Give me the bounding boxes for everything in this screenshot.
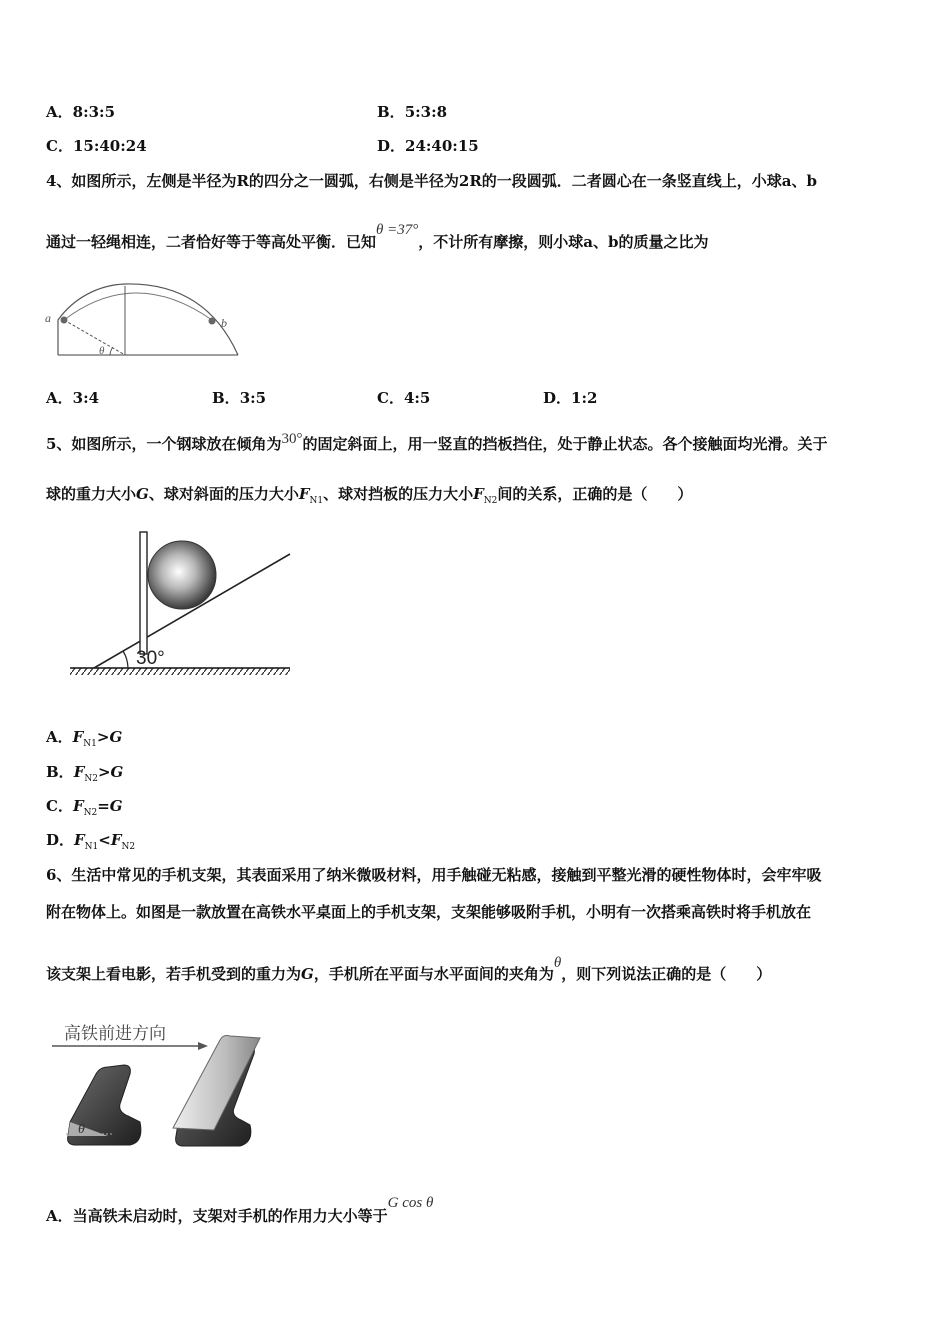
q4-stem-line2: 通过一轻绳相连，二者恰好等于等高处平衡．已知θ =37°，不计所有摩擦，则小球a、b的质量之比为: [46, 222, 709, 251]
q6-direction-arrow-head: [198, 1042, 208, 1050]
q6-phone-stand-figure: [48, 1012, 270, 1158]
q3-option-a[interactable]: A．8:3:5: [46, 103, 116, 121]
q4-label-theta: θ: [99, 345, 105, 357]
q4-arc-figure: [40, 276, 245, 360]
q5-baffle: [140, 532, 147, 654]
q6-stem-line1: 6、生活中常见的手机支架，其表面采用了纳米微吸材料，用手触碰无粘感，接触到平整光滑的硬性物体时，会牢牢吸: [46, 866, 822, 884]
q3-option-b[interactable]: B．5:3:8: [377, 103, 448, 121]
q4-option-d[interactable]: D．1:2: [543, 389, 598, 407]
q4-label-b: b: [221, 316, 227, 330]
q5-option-b[interactable]: B．$F_{N2}>G$: [46, 763, 124, 784]
q5-stem-line1: 5、如图所示，一个钢球放在倾角为30°的固定斜面上，用一竖直的挡板挡住，处于静止状态。各个接触面均光滑。关于: [46, 431, 828, 453]
q6-stem-line2: 附在物体上。如图是一款放置在高铁水平桌面上的手机支架，支架能够吸附手机，小明有一次搭乘高铁时将手机放在: [46, 903, 812, 921]
q5-stem-line2: 球的重力大小G、球对斜面的压力大小$F_{N1}$、球对挡板的压力大小$F_{N2}$间的关系，正确的是（ ）: [46, 485, 693, 506]
q4-ball-b: [209, 318, 216, 325]
q4-label-a: a: [45, 311, 51, 325]
q6-option-a-math: G cos θ: [387, 1195, 434, 1211]
q5-ground-hatch: [70, 668, 290, 675]
q6-stem-line3: 该支架上看电影，若手机受到的重力为G，手机所在平面与水平面间的夹角为θ，则下列说法正确的是（ ）: [46, 955, 772, 983]
q4-stem-line1: 4、如图所示，左侧是半径为R的四分之一圆弧，右侧是半径为2R的一段圆弧．二者圆心在一条竖直线上，小球a、b: [46, 172, 818, 190]
q4-radius-dashed: [64, 320, 125, 355]
q4-ball-a: [61, 317, 68, 324]
q5-option-a[interactable]: A．$F_{N1}>G$: [46, 728, 123, 749]
q5-angle-label: 30°: [136, 648, 165, 669]
q4-option-c[interactable]: C．4:5: [377, 389, 431, 407]
q6-theta-math: θ: [553, 955, 562, 971]
q4-angle-arc: [110, 347, 113, 355]
q3-option-d[interactable]: D．24:40:15: [377, 137, 479, 155]
q4-left-arc: [58, 284, 125, 355]
q5-option-d[interactable]: D．$F_{N1}<F_{N2}$: [46, 831, 136, 852]
q4-angle-math: θ =37°: [376, 222, 419, 238]
q6-phone: [173, 1036, 260, 1131]
q5-incline-figure: [66, 528, 296, 680]
q5-steel-ball: [148, 541, 216, 609]
q5-angle-arc: [123, 651, 128, 668]
q4-option-b[interactable]: B．3:5: [212, 389, 267, 407]
q3-option-c[interactable]: C．15:40:24: [46, 137, 147, 155]
q6-theta-label: θ: [78, 1122, 85, 1137]
q4-option-a[interactable]: A．3:4: [46, 389, 100, 407]
q5-angle-math: 30°: [281, 431, 303, 447]
q6-direction-label: 高铁前进方向: [64, 1024, 166, 1044]
q6-option-a[interactable]: A．当高铁未启动时，支架对手机的作用力大小等于G cos θ: [46, 1195, 434, 1225]
q4-rope: [64, 293, 212, 320]
q5-option-c[interactable]: C．$F_{N2}=G$: [46, 797, 123, 818]
